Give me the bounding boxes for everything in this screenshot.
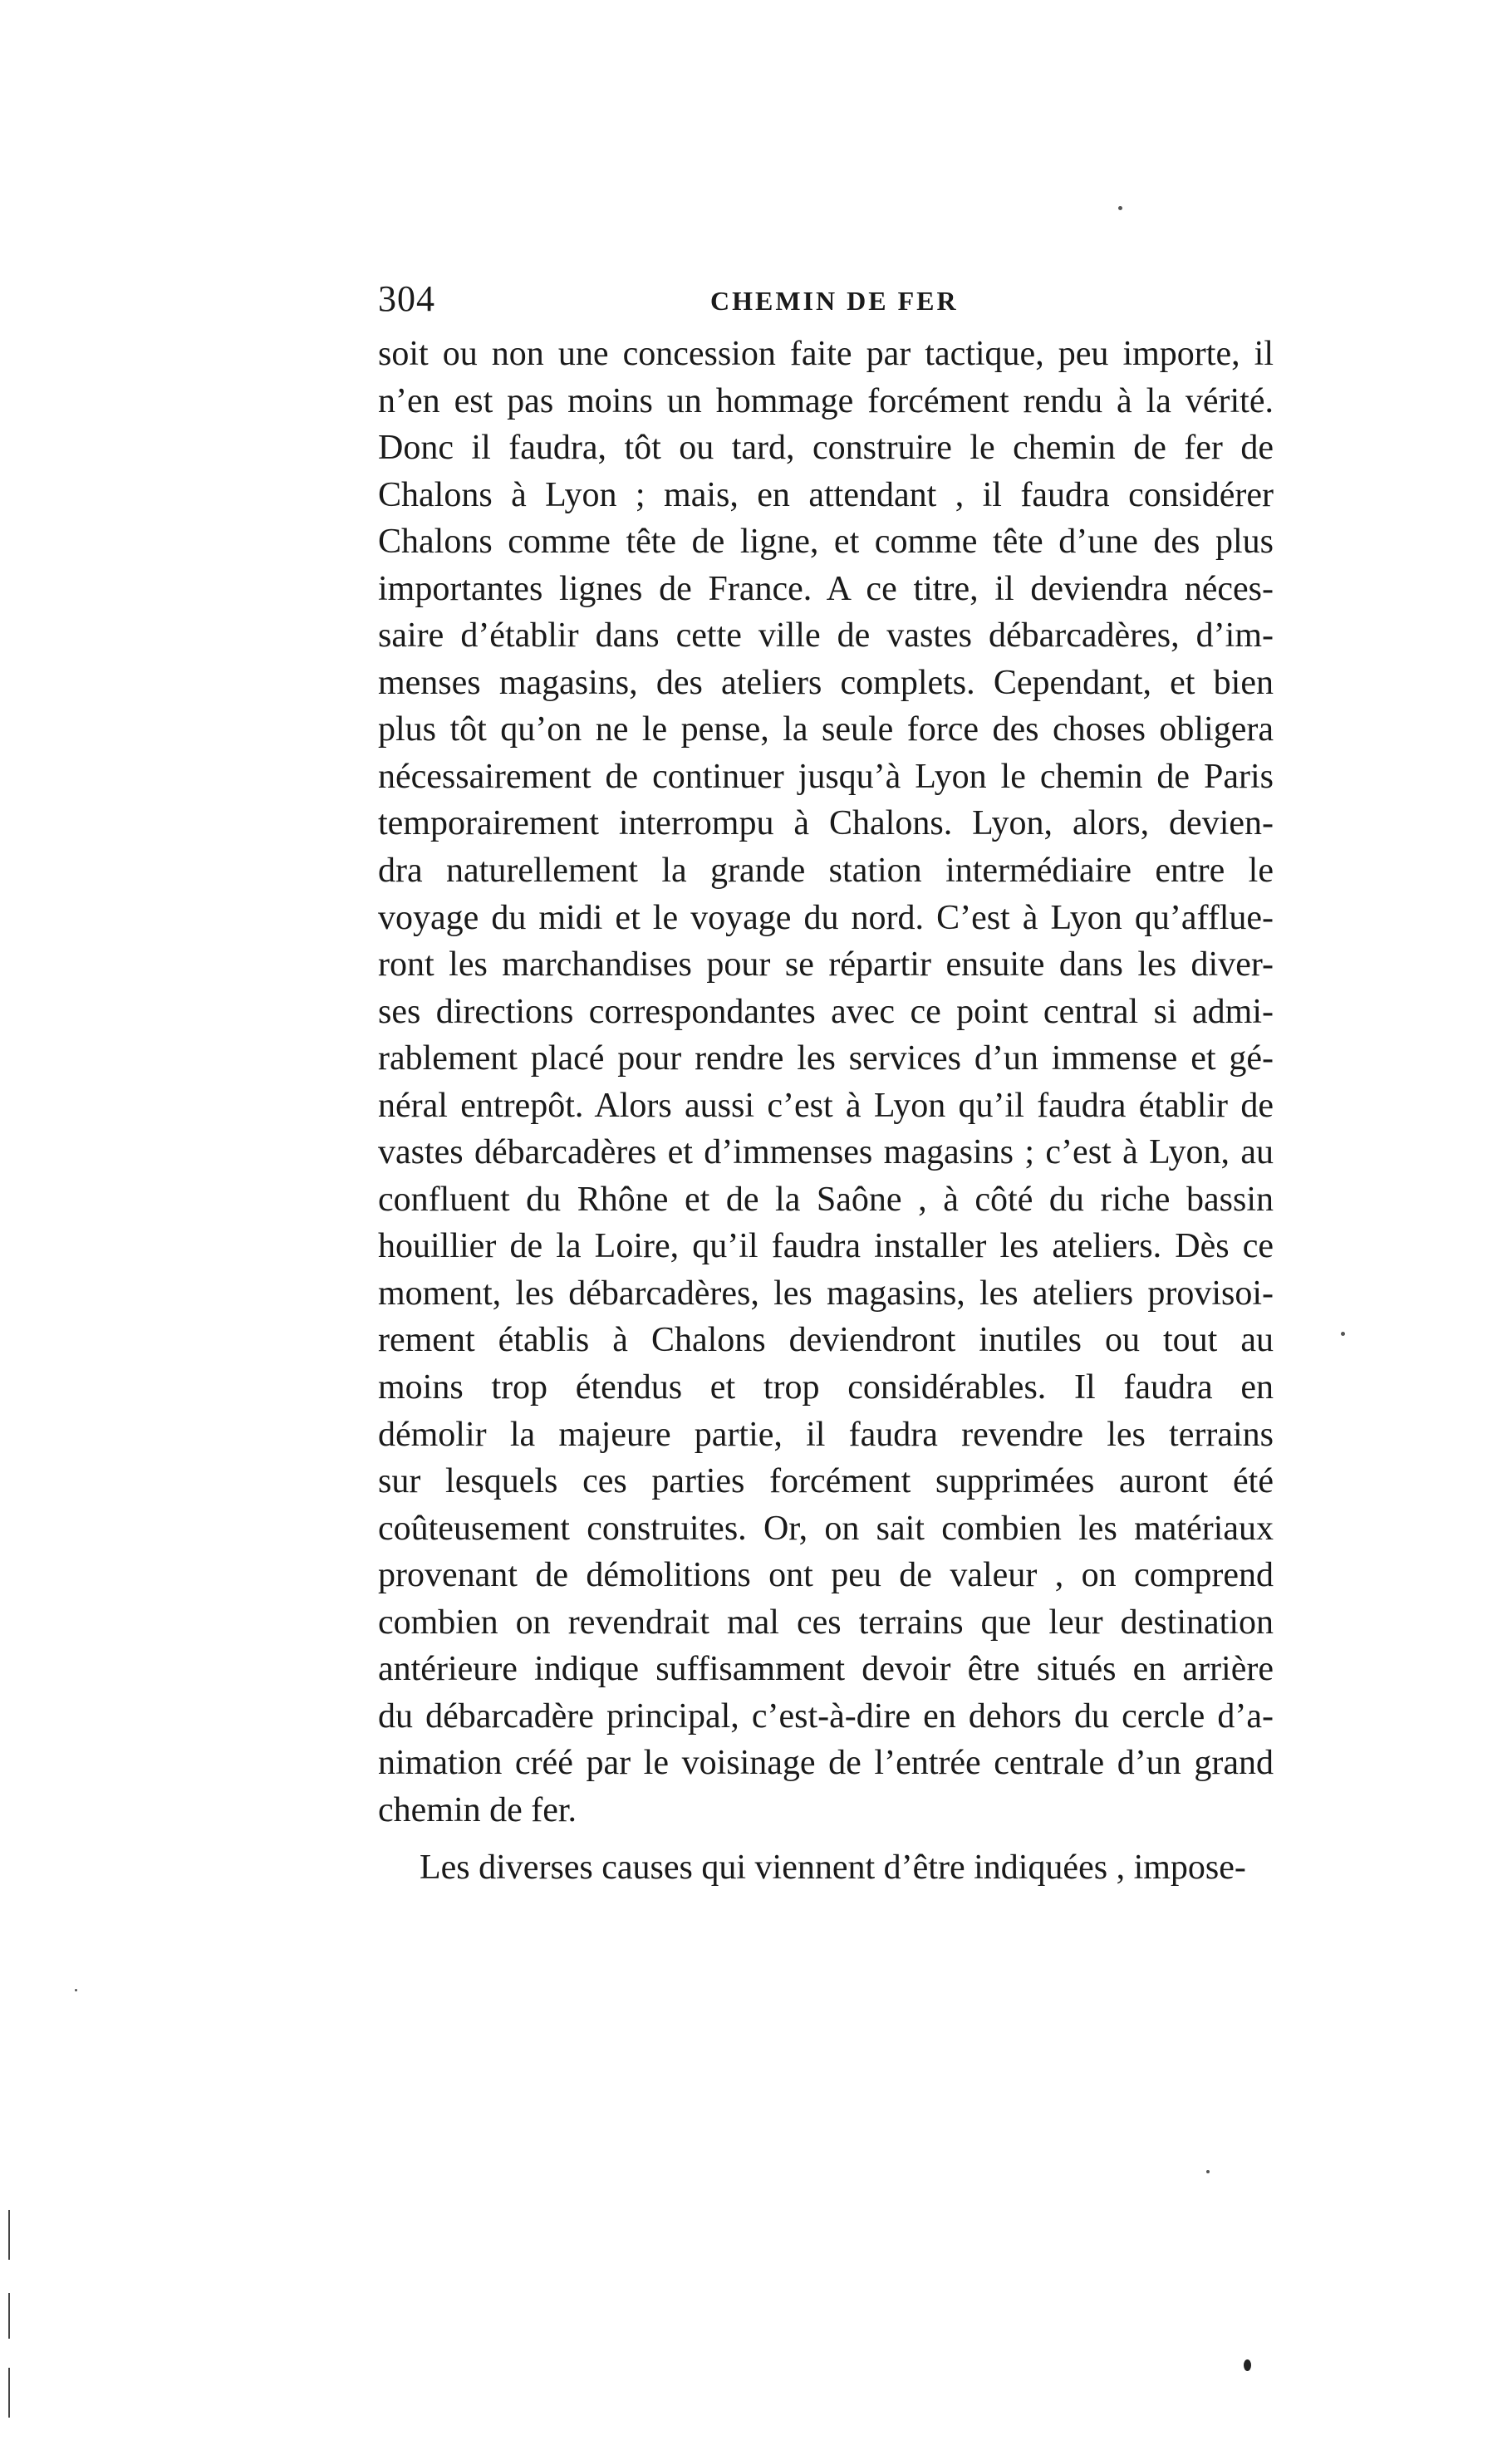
text-line: provenant de démolitions ont peu de valeur , on comprend xyxy=(378,1556,1274,1595)
text-line: moins trop étendus et trop considérables. Il faudra en xyxy=(378,1368,1274,1407)
text-line: Donc il faudra, tôt ou tard, construire le chemin de fer de xyxy=(378,429,1274,468)
scan-speck xyxy=(1341,1332,1345,1336)
text-line: nimation créé par le voisinage de l’entrée centrale d’un grand xyxy=(378,1744,1274,1783)
text-line: ront les marchandises pour se répartir ensuite dans les diver- xyxy=(378,945,1274,984)
text-line: sur lesquels ces parties forcément supprimées auront été xyxy=(378,1462,1274,1501)
text-line: rement établis à Chalons deviendront inutiles ou tout au xyxy=(378,1321,1274,1360)
running-title: CHEMIN DE FER xyxy=(710,286,959,316)
text-line: démolir la majeure partie, il faudra revendre les terrains xyxy=(378,1415,1274,1454)
text-line: temporairement interrompu à Chalons. Lyon, alors, devien- xyxy=(378,804,1274,843)
text-line: du débarcadère principal, c’est-à-dire en dehors du cercle d’a- xyxy=(378,1696,1274,1736)
text-line: ses directions correspondantes avec ce point central si admi- xyxy=(378,992,1274,1031)
paragraph-gap xyxy=(378,1834,1274,1844)
scan-speck xyxy=(1206,2170,1210,2173)
page-number: 304 xyxy=(378,278,435,319)
text-line: rablement placé pour rendre les services d’un immense et gé- xyxy=(378,1039,1274,1078)
running-head xyxy=(378,274,1275,324)
paragraph-2 xyxy=(378,1844,1274,1892)
scan-speck xyxy=(1118,206,1122,210)
text-line: voyage du midi et le voyage du nord. C’est à Lyon qu’afflue- xyxy=(378,898,1274,937)
scan-edge-mark xyxy=(8,2293,10,2339)
text-line: saire d’établir dans cette ville de vastes débarcadères, d’im- xyxy=(378,616,1274,655)
text-line: coûteusement construites. Or, on sait combien les matériaux xyxy=(378,1509,1274,1548)
text-line: dra naturellement la grande station intermédiaire entre le xyxy=(378,852,1274,891)
text-line: menses magasins, des ateliers complets. Cependant, et bien xyxy=(378,663,1274,702)
text-line: vastes débarcadères et d’immenses magasins ; c’est à Lyon, au xyxy=(378,1133,1274,1172)
text-line: confluent du Rhône et de la Saône , à côté du riche bassin xyxy=(378,1180,1274,1219)
scan-edge-mark xyxy=(8,2210,10,2260)
text-line: néral entrepôt. Alors aussi c’est à Lyon qu’il faudra établir de xyxy=(378,1086,1274,1125)
text-line: Chalons à Lyon ; mais, en attendant , il faudra considérer xyxy=(378,475,1274,514)
text-line: soit ou non une concession faite par tactique, peu importe, il xyxy=(378,335,1274,373)
text-line: n’en est pas moins un hommage forcément rendu à la vérité. xyxy=(378,381,1274,420)
text-line: plus tôt qu’on ne le pense, la seule force des choses obligera xyxy=(378,710,1274,749)
text-line: chemin de fer. xyxy=(378,1790,577,1829)
paragraph-1 xyxy=(378,331,1274,1834)
scan-edge-mark xyxy=(8,2368,10,2418)
text-line: Les diverses causes qui viennent d’être indiquées , impose- xyxy=(420,1848,1246,1887)
scan-speck xyxy=(1244,2359,1251,2371)
text-line: Chalons comme tête de ligne, et comme tête d’une des plus xyxy=(378,523,1274,562)
scan-speck xyxy=(75,1989,77,1991)
text-line: houillier de la Loire, qu’il faudra installer les ateliers. Dès ce xyxy=(378,1227,1274,1266)
text-line: antérieure indique suffisamment devoir être situés en arrière xyxy=(378,1650,1274,1689)
text-line: importantes lignes de France. A ce titre, il deviendra néces- xyxy=(378,569,1274,608)
body-text xyxy=(378,331,1274,1891)
text-line: nécessairement de continuer jusqu’à Lyon le chemin de Paris xyxy=(378,757,1274,796)
text-line: combien on revendrait mal ces terrains que leur destination xyxy=(378,1603,1274,1642)
text-line: moment, les débarcadères, les magasins, les ateliers provisoi- xyxy=(378,1274,1274,1313)
